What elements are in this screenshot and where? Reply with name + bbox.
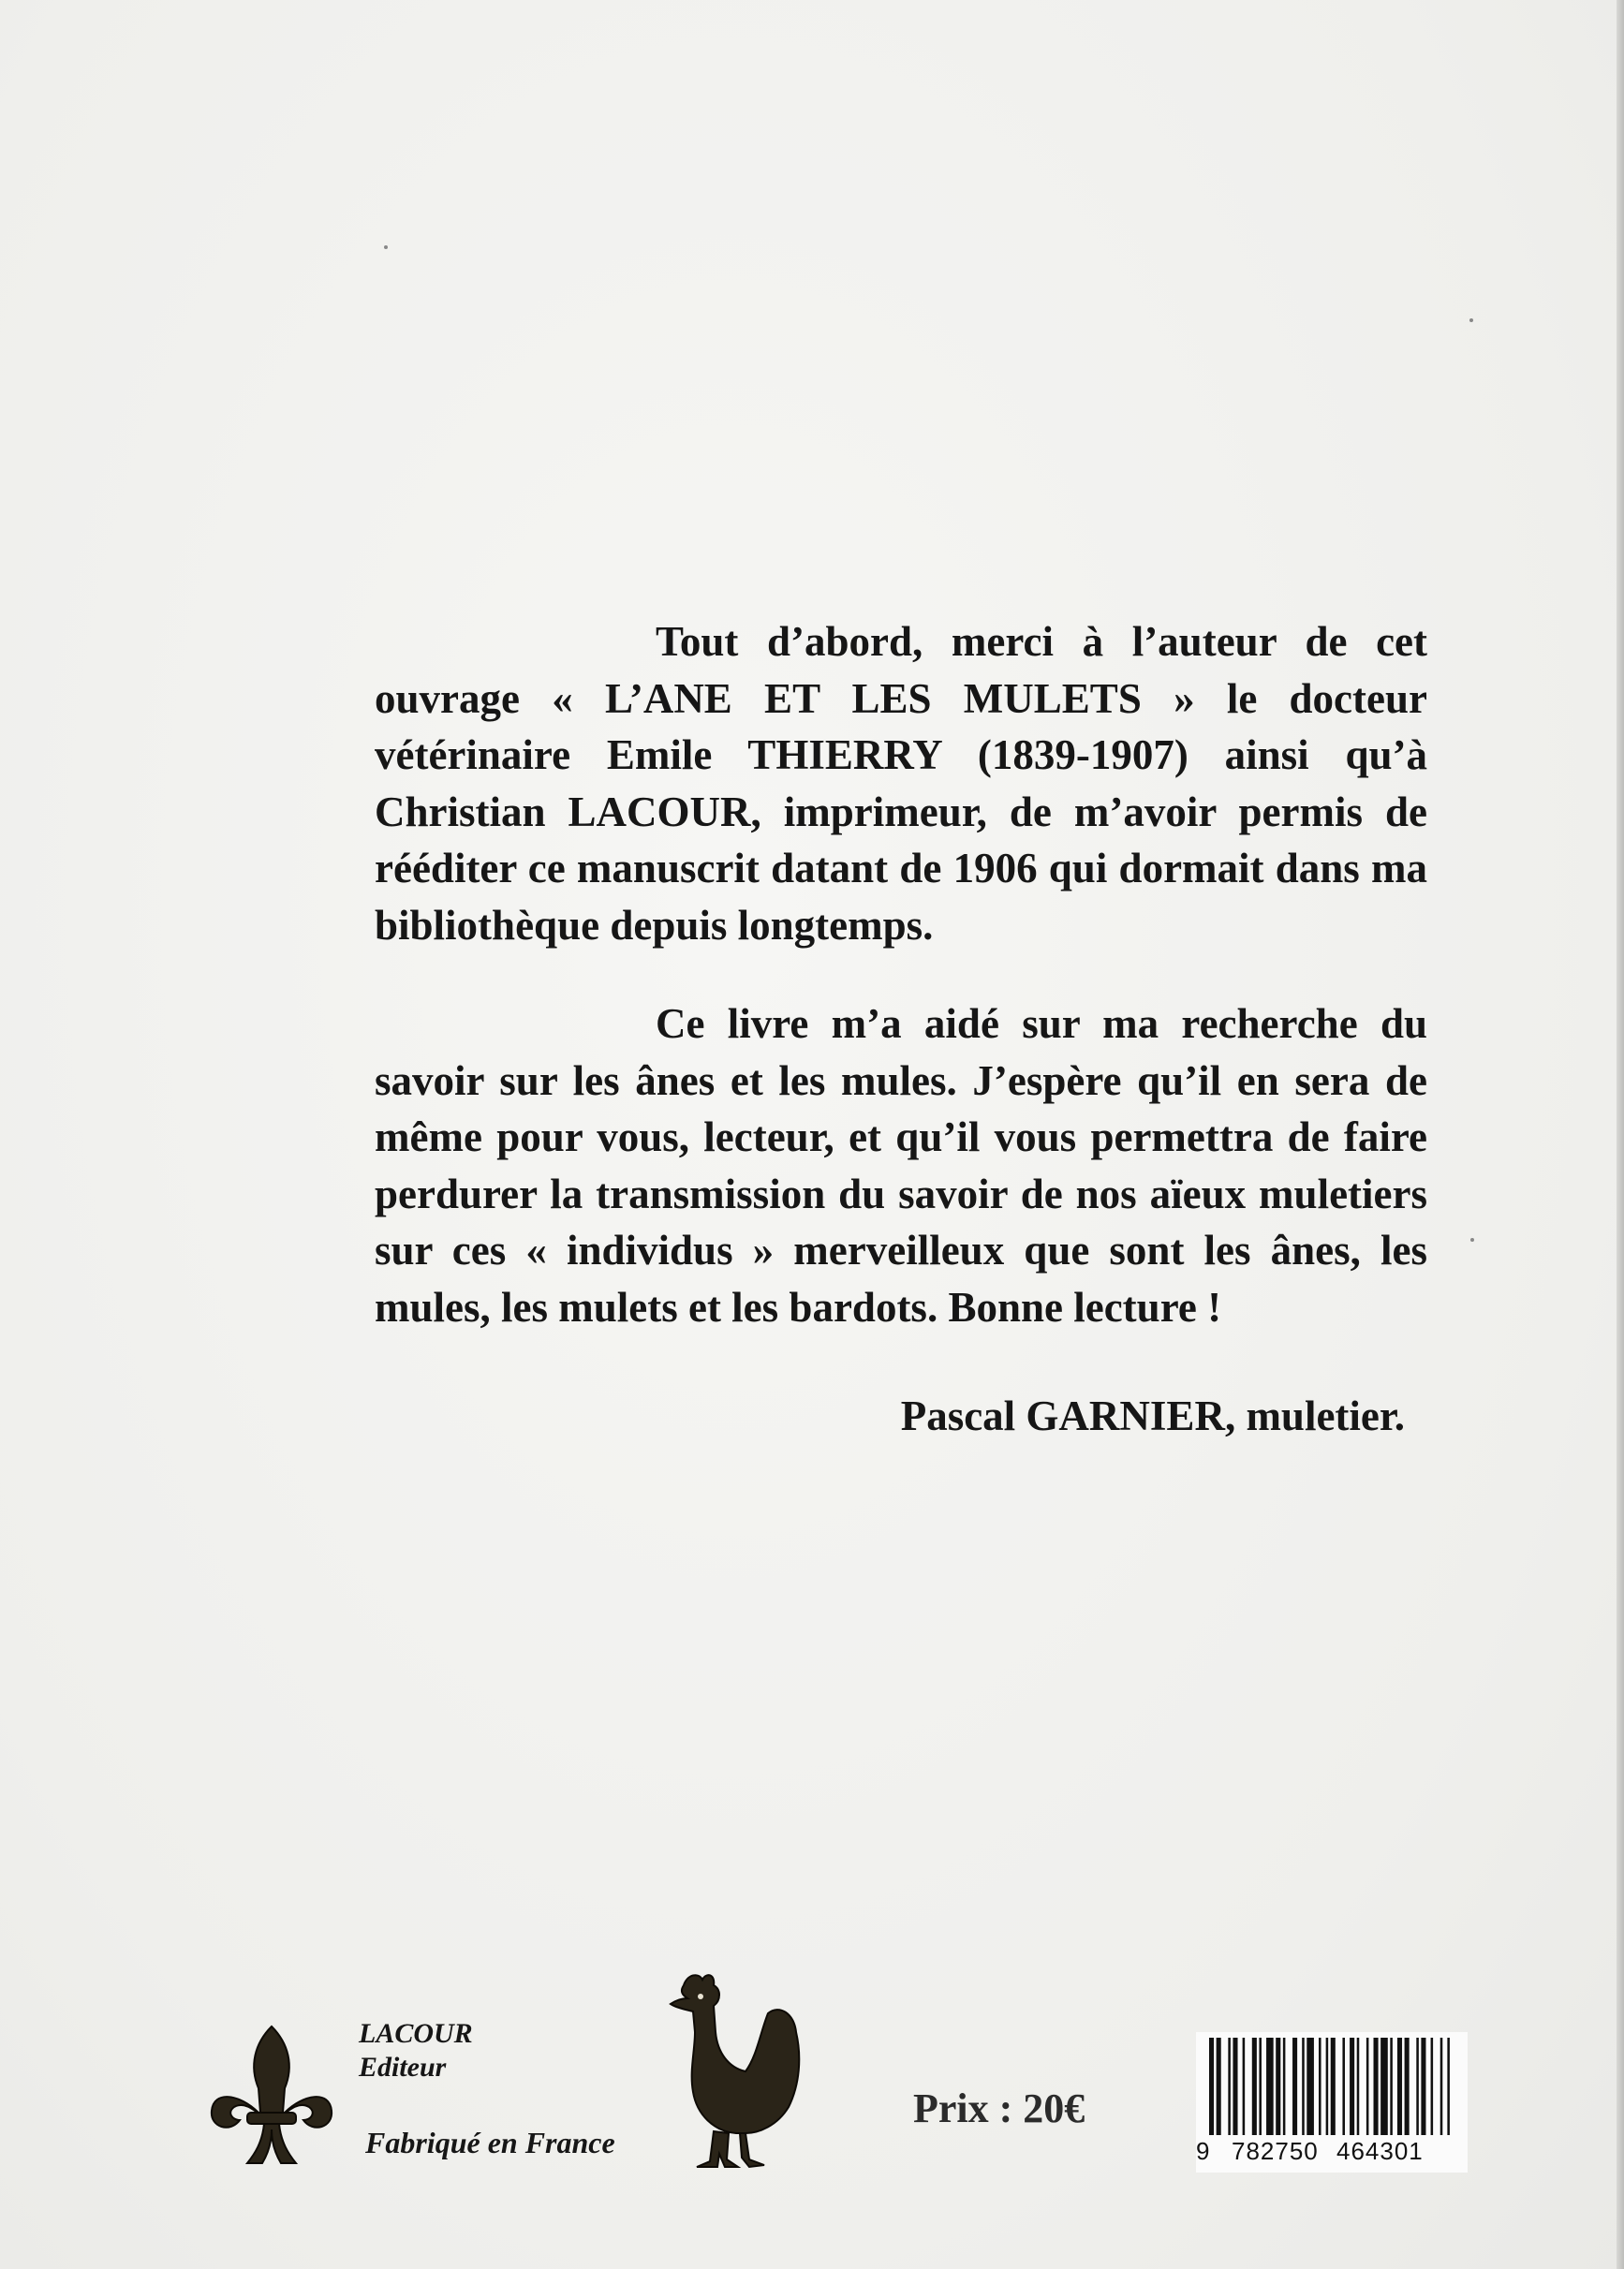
price-label: Prix : 20€ xyxy=(913,2085,1085,2131)
barcode-bar xyxy=(1276,2038,1280,2135)
barcode-bar xyxy=(1319,2038,1321,2135)
barcode-bar xyxy=(1326,2038,1329,2135)
barcode-bar xyxy=(1380,2038,1388,2135)
barcode-bar xyxy=(1331,2038,1336,2135)
rooster-icon xyxy=(656,1967,805,2173)
barcode-left-group: 782750 xyxy=(1232,2137,1319,2165)
barcode-bar xyxy=(1390,2038,1393,2135)
barcode-bar xyxy=(1228,2038,1231,2135)
barcode-bar xyxy=(1350,2038,1354,2135)
barcode-right-group: 464301 xyxy=(1336,2137,1424,2165)
barcode-bar xyxy=(1421,2038,1425,2135)
paper-speck xyxy=(1469,318,1473,322)
barcode-bar xyxy=(1447,2038,1450,2135)
barcode-bar xyxy=(1252,2038,1257,2135)
barcode-bar xyxy=(1374,2038,1379,2135)
barcode-digits xyxy=(1196,2133,1468,2171)
barcode-bar xyxy=(1259,2038,1262,2135)
barcode-bar xyxy=(1440,2038,1443,2135)
barcode-bar xyxy=(1416,2038,1419,2135)
barcode-icon xyxy=(1196,2032,1468,2173)
barcode-bar xyxy=(1366,2038,1369,2135)
blurb xyxy=(375,613,1427,1335)
barcode-bar xyxy=(1217,2038,1221,2135)
barcode-bar xyxy=(1357,2038,1360,2135)
publisher-name: LACOUR xyxy=(359,2018,473,2049)
barcode-bar xyxy=(1292,2038,1297,2135)
rooster-eye xyxy=(698,1994,703,1999)
paper-speck xyxy=(1470,1238,1474,1242)
barcode-bar xyxy=(1405,2038,1410,2135)
barcode-bar xyxy=(1233,2038,1237,2135)
barcode-bar xyxy=(1342,2038,1345,2135)
barcode-bar xyxy=(1302,2038,1305,2135)
signature: Pascal GARNIER, muletier. xyxy=(900,1392,1405,1439)
barcode-bar xyxy=(1397,2038,1402,2135)
barcode-bar xyxy=(1243,2038,1246,2135)
barcode-bar xyxy=(1307,2038,1314,2135)
barcode-bar xyxy=(1283,2038,1286,2135)
cover-edge xyxy=(1617,0,1624,2269)
barcode-bars xyxy=(1209,2038,1454,2135)
made-in-label: Fabriqué en France xyxy=(365,2126,615,2159)
paper-speck xyxy=(384,245,388,249)
barcode-bar xyxy=(1266,2038,1274,2135)
fleur-de-lis-icon xyxy=(206,2023,337,2168)
barcode-lead-digit: 9 xyxy=(1196,2137,1210,2165)
publisher-block xyxy=(359,2017,473,2085)
blurb-paragraph-2: Ce livre m’a aidé sur ma recherche du savoir sur les ânes et les mules. J’espère qu’il en sera de même pour vous, lecteur, et qu’il vous permettra de faire perdurer la transmission du savoir de nos aïeux muletiers sur ces « individus » merveilleux que sont les ânes, les mules, les mulets et les bardots. Bonne lecture ! xyxy=(375,1000,1427,1331)
barcode-bar xyxy=(1431,2038,1434,2135)
barcode-bar xyxy=(1209,2038,1214,2135)
blurb-paragraph-1: Tout d’abord, merci à l’auteur de cet ouvrage « L’ANE ET LES MULETS » le docteur vétérinaire Emile THIERRY (1839-1907) ainsi qu’à Christian LACOUR, imprimeur, de m’avoir permis de rééditer ce manuscrit datant de 1906 qui dormait dans ma bibliothèque depuis longtemps. xyxy=(375,618,1427,949)
publisher-role: Editeur xyxy=(359,2052,447,2083)
